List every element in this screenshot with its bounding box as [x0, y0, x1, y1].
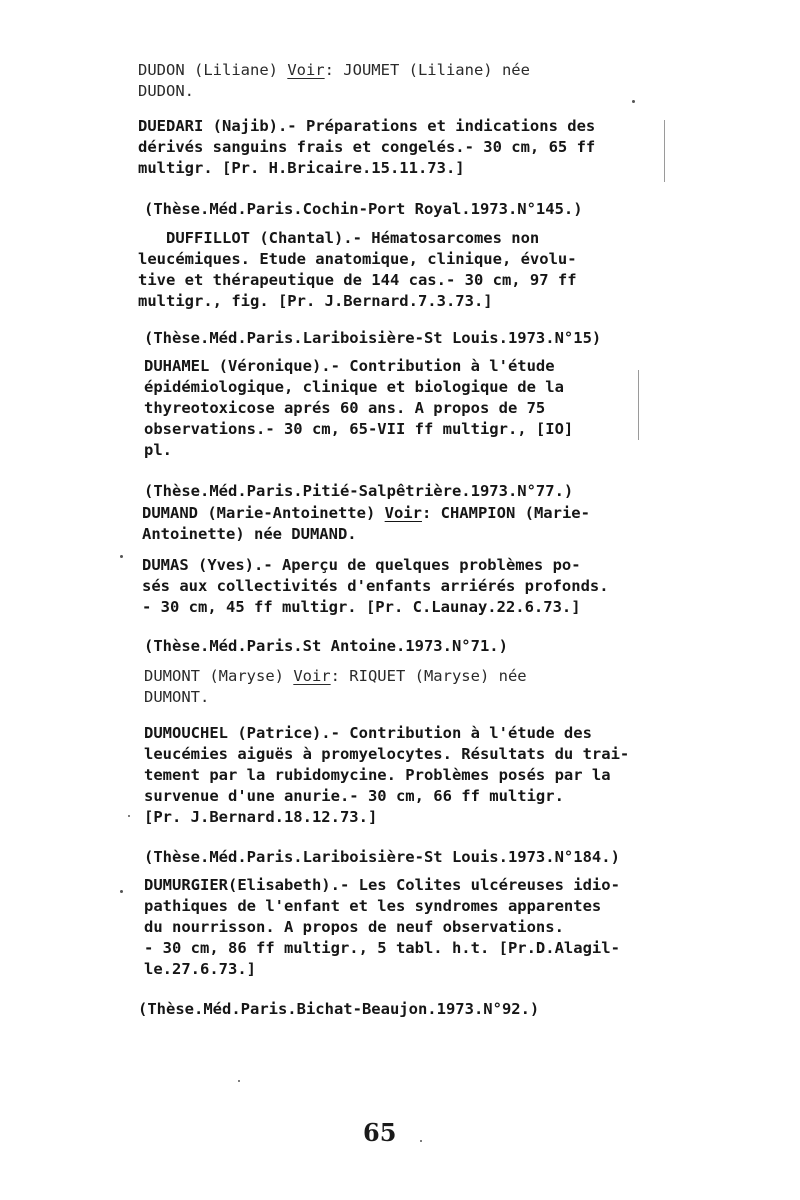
these-reference-duedari: (Thèse.Méd.Paris.Cochin-Port Royal.1973.N°145.) — [144, 200, 583, 218]
entry-line: - 30 cm, 45 ff multigr. [Pr. C.Launay.22.6.73.] — [142, 598, 581, 616]
entry-line: dérivés sanguins frais et congelés.- 30 cm, 65 ff — [138, 138, 596, 156]
entry-dumouchel — [144, 723, 668, 828]
entry-line: DUMAS (Yves).- Aperçu de quelques problèmes po- — [142, 556, 581, 574]
voir-target: : JOUMET (Liliane) née — [324, 61, 530, 79]
entry-duhamel — [144, 356, 668, 461]
these-reference-duffillot: (Thèse.Méd.Paris.Lariboisière-St Louis.1973.N°15) — [144, 329, 602, 347]
entry-line: [Pr. J.Bernard.18.12.73.] — [144, 808, 378, 826]
entry-line: tive et thérapeutique de 144 cas.- 30 cm, 97 ff — [138, 271, 577, 289]
page-number: 65 — [363, 1118, 397, 1147]
scan-speck — [128, 815, 130, 817]
voir-label: Voir — [293, 667, 331, 685]
entry-line: DUMOUCHEL (Patrice).- Contribution à l'étude des — [144, 724, 592, 742]
entry-dudon — [138, 60, 662, 102]
entry-name: DUMAND (Marie-Antoinette) — [142, 504, 385, 522]
scan-speck — [120, 555, 123, 558]
entry-line: - 30 cm, 86 ff multigr., 5 tabl. h.t. [Pr.D.Alagil- — [144, 939, 620, 957]
voir-label: Voir — [287, 61, 325, 79]
these-reference-dumouchel: (Thèse.Méd.Paris.Lariboisière-St Louis.1973.N°184.) — [144, 848, 620, 866]
entry-line: multigr., fig. [Pr. J.Bernard.7.3.73.] — [138, 292, 493, 310]
entry-line: pathiques de l'enfant et les syndromes apparentes — [144, 897, 602, 915]
these-reference-dumurgier: (Thèse.Méd.Paris.Bichat-Beaujon.1973.N°92.) — [138, 1000, 540, 1018]
entry-line: DUFFILLOT (Chantal).- Hématosarcomes non — [138, 229, 540, 247]
entry-line: survenue d'une anurie.- 30 cm, 66 ff multigr. — [144, 787, 564, 805]
entry-line: du nourrisson. A propos de neuf observations. — [144, 918, 564, 936]
entry-line: le.27.6.73.] — [144, 960, 256, 978]
entry-line: pl. — [144, 441, 172, 459]
entry-line: DUMURGIER(Elisabeth).- Les Colites ulcéreuses idio- — [144, 876, 620, 894]
entry-name: DUDON (Liliane) — [138, 61, 288, 79]
entry-dumas — [142, 555, 666, 618]
entry-line: DUDON. — [138, 82, 194, 100]
voir-target: : CHAMPION (Marie- — [421, 504, 590, 522]
entry-line: Antoinette) née DUMAND. — [142, 525, 357, 543]
entry-line: sés aux collectivités d'enfants arriérés profonds. — [142, 577, 609, 595]
voir-label: Voir — [384, 504, 422, 522]
entry-line: multigr. [Pr. H.Bricaire.15.11.73.] — [138, 159, 465, 177]
entry-line: DUHAMEL (Véronique).- Contribution à l'étude — [144, 357, 555, 375]
entry-duffillot — [138, 228, 662, 312]
entry-line: tement par la rubidomycine. Problèmes posés par la — [144, 766, 611, 784]
entry-dumurgier — [144, 875, 668, 980]
entry-line: observations.- 30 cm, 65-VII ff multigr., [IO] — [144, 420, 574, 438]
voir-target: : RIQUET (Maryse) née — [330, 667, 527, 685]
scan-margin-line — [664, 120, 665, 182]
entry-line: leucémiques. Etude anatomique, clinique, évolu- — [138, 250, 577, 268]
scan-speck — [420, 1140, 422, 1142]
entry-line: thyreotoxicose aprés 60 ans. A propos de 75 — [144, 399, 546, 417]
entry-line: épidémiologique, clinique et biologique de la — [144, 378, 564, 396]
entry-line: DUMONT. — [144, 688, 210, 706]
entry-name: DUMONT (Maryse) — [144, 667, 294, 685]
entry-duedari — [138, 116, 662, 179]
these-reference-duhamel: (Thèse.Méd.Paris.Pitié-Salpêtrière.1973.N°77.) — [144, 482, 574, 500]
entry-dumont — [144, 666, 668, 708]
entry-line: DUEDARI (Najib).- Préparations et indications des — [138, 117, 596, 135]
scan-speck — [632, 100, 635, 103]
scan-margin-line — [638, 370, 639, 440]
entry-line: leucémies aiguës à promyelocytes. Résultats du trai- — [144, 745, 630, 763]
entry-dumand — [142, 503, 666, 545]
scan-speck — [120, 890, 123, 893]
scan-speck — [238, 1080, 240, 1082]
these-reference-dumas: (Thèse.Méd.Paris.St Antoine.1973.N°71.) — [144, 637, 508, 655]
